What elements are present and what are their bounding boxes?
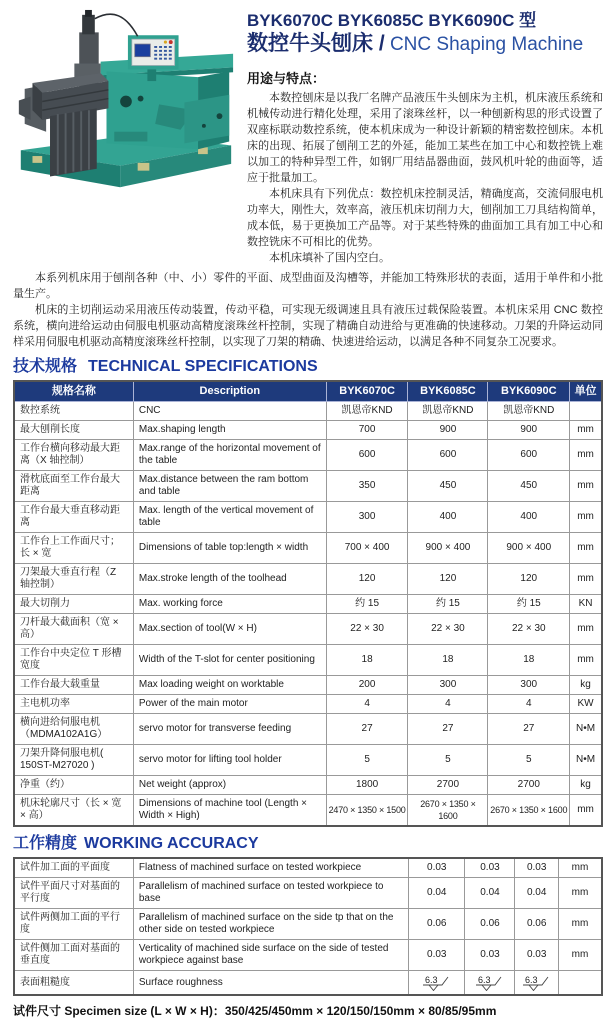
spec-value-cell: 2700 bbox=[488, 776, 570, 795]
features-paragraph-1: 本数控刨床是以我厂名牌产品液压牛头刨床为主机，机床液压系统和机械传动进行精化处理，采用了滚珠丝杆，以一种刨新构思的形式设置了双座标联动数控系统，使本机床成为一种设计新颖的精密数控刨床。本机床的出现、拓展了刨削工艺的外延，能加工某些在加工中心和数控铣上难以加工的特种异型工件，如钢厂用结晶器曲面，鼓风机叶轮的曲面等，适应于批量加工。 bbox=[247, 92, 603, 184]
spec-value-cell bbox=[515, 971, 559, 996]
spec-unit-cell: mm bbox=[570, 471, 602, 502]
spec-unit-cell: mm bbox=[558, 940, 602, 971]
table-row bbox=[14, 645, 602, 676]
spec-value-cell: 2670 × 1350 × 1600 bbox=[408, 795, 488, 827]
spec-description-cell: CNC bbox=[133, 402, 326, 421]
spec-value-cell: 120 bbox=[488, 564, 570, 595]
table-row bbox=[14, 502, 602, 533]
spec-value-cell: 5 bbox=[408, 745, 488, 776]
machine-photo bbox=[13, 6, 237, 198]
spec-value-cell: 600 bbox=[326, 440, 408, 471]
spec-name-cell: 表面粗糙度 bbox=[14, 971, 133, 996]
spec-description-cell: Max. length of the vertical movement of table bbox=[133, 502, 326, 533]
spec-value-cell: 0.03 bbox=[515, 940, 559, 971]
spec-value-cell: 700 bbox=[326, 421, 408, 440]
spec-value-cell: 400 bbox=[488, 502, 570, 533]
spec-value-cell: 27 bbox=[488, 714, 570, 745]
spec-unit-cell: mm bbox=[558, 878, 602, 909]
spec-value-cell: 300 bbox=[408, 676, 488, 695]
svg-text:6.3: 6.3 bbox=[524, 975, 538, 985]
spec-unit-cell: mm bbox=[570, 533, 602, 564]
spec-description-cell: Max.section of tool(W × H) bbox=[133, 614, 326, 645]
spec-value-cell: 2470 × 1350 × 1500 bbox=[326, 795, 408, 827]
spec-description-cell: Dimensions of table top:length × width bbox=[133, 533, 326, 564]
spec-name-cell: 工作台横向移动最大距离（X 轴控制） bbox=[14, 440, 133, 471]
overview-paragraph-1: 本系列机床用于刨削各种（中、小）零件的平面、成型曲面及沟槽等，并能加工特殊形状的表面，适用于单件和小批量生产。 bbox=[13, 272, 603, 300]
spec-name-cell: 工作台上工作面尺寸；长 × 宽 bbox=[14, 533, 133, 564]
spec-value-cell: 1800 bbox=[326, 776, 408, 795]
overview-section bbox=[13, 270, 603, 350]
table-row bbox=[14, 878, 602, 909]
table-row bbox=[14, 971, 602, 996]
spec-unit-cell: KN bbox=[570, 595, 602, 614]
spec-description-cell: Max loading weight on worktable bbox=[133, 676, 326, 695]
spec-value-cell: 凯恩帝KND bbox=[408, 402, 488, 421]
spec-value-cell: 4 bbox=[408, 695, 488, 714]
table-row bbox=[14, 676, 602, 695]
accuracy-heading-cn: 工作精度 bbox=[13, 835, 78, 852]
spec-unit-cell bbox=[570, 402, 602, 421]
spec-value-cell: 2700 bbox=[408, 776, 488, 795]
table-row bbox=[14, 471, 602, 502]
table-row bbox=[14, 695, 602, 714]
spec-value-cell: 0.03 bbox=[409, 858, 465, 878]
accuracy-heading-en: WORKING ACCURACY bbox=[84, 835, 259, 852]
spec-value-cell: 700 × 400 bbox=[326, 533, 408, 564]
spec-value-cell: 120 bbox=[326, 564, 408, 595]
spec-value-cell: 0.06 bbox=[465, 909, 515, 940]
spec-value-cell: 22 × 30 bbox=[408, 614, 488, 645]
col-header-byk6090c: BYK6090C bbox=[488, 381, 570, 402]
spec-name-cell: 工作台中央定位 T 形槽宽度 bbox=[14, 645, 133, 676]
spec-value-cell: 凯恩帝KND bbox=[488, 402, 570, 421]
spec-unit-cell: mm bbox=[570, 614, 602, 645]
accuracy-section-heading bbox=[13, 834, 603, 853]
spec-value-cell: 18 bbox=[326, 645, 408, 676]
table-row bbox=[14, 745, 602, 776]
spec-value-cell: 300 bbox=[488, 676, 570, 695]
product-name bbox=[247, 31, 603, 58]
surface-roughness-symbol bbox=[422, 974, 452, 991]
spec-unit-cell: mm bbox=[570, 421, 602, 440]
spec-unit-cell: mm bbox=[570, 440, 602, 471]
spec-heading-cn: 技术规格 bbox=[13, 358, 78, 375]
spec-value-cell: 200 bbox=[326, 676, 408, 695]
spec-value-cell: 0.04 bbox=[465, 878, 515, 909]
col-header-byk6070c: BYK6070C bbox=[326, 381, 408, 402]
spec-value-cell: 450 bbox=[488, 471, 570, 502]
svg-text:6.3: 6.3 bbox=[424, 975, 438, 985]
table-row bbox=[14, 564, 602, 595]
spec-description-cell: Flatness of machined surface on tested workpiece bbox=[133, 858, 408, 878]
spec-value-cell: 400 bbox=[408, 502, 488, 533]
spec-name-cell: 工作台最大垂直移动距离 bbox=[14, 502, 133, 533]
spec-unit-cell: mm bbox=[570, 795, 602, 827]
spec-value-cell: 18 bbox=[488, 645, 570, 676]
spec-unit-cell: N•M bbox=[570, 714, 602, 745]
spec-name-cell: 工作台最大载重量 bbox=[14, 676, 133, 695]
spec-description-cell: Max.stroke length of the toolhead bbox=[133, 564, 326, 595]
spec-value-cell: 0.03 bbox=[409, 940, 465, 971]
spec-unit-cell: mm bbox=[570, 645, 602, 676]
accuracy-table bbox=[13, 857, 603, 996]
spec-description-cell: Verticality of machined side surface on the side of tested workpiece against base bbox=[133, 940, 408, 971]
product-name-en: CNC Shaping Machine bbox=[384, 34, 584, 55]
spec-name-cell: 刀架最大垂直行程（Z 轴控制） bbox=[14, 564, 133, 595]
spec-description-cell: Dimensions of machine tool (Length × Width × High) bbox=[133, 795, 326, 827]
spec-value-cell: 0.04 bbox=[515, 878, 559, 909]
spec-description-cell: servo motor for lifting tool holder bbox=[133, 745, 326, 776]
spec-name-cell: 最大切削力 bbox=[14, 595, 133, 614]
spec-name-cell: 刀架升降伺服电机( 150ST-M27020 ) bbox=[14, 745, 133, 776]
table-row bbox=[14, 614, 602, 645]
spec-value-cell: 900 bbox=[408, 421, 488, 440]
spec-description-cell: Max.shaping length bbox=[133, 421, 326, 440]
spec-value-cell: 约 15 bbox=[408, 595, 488, 614]
spec-table-header-row bbox=[14, 381, 602, 402]
spec-value-cell: 18 bbox=[408, 645, 488, 676]
spec-value-cell: 350 bbox=[326, 471, 408, 502]
spec-description-cell: Parallelism of machined surface on tested workpiece to base bbox=[133, 878, 408, 909]
spec-name-cell: 滑枕底面至工作台最大距离 bbox=[14, 471, 133, 502]
col-header-byk6085c: BYK6085C bbox=[408, 381, 488, 402]
spec-description-cell: Max. working force bbox=[133, 595, 326, 614]
intro-column bbox=[237, 6, 603, 266]
spec-value-cell bbox=[465, 971, 515, 996]
spec-unit-cell: kg bbox=[570, 676, 602, 695]
spec-value-cell: 约 15 bbox=[488, 595, 570, 614]
spec-name-cell: 试件平面尺寸对基面的平行度 bbox=[14, 878, 133, 909]
spec-name-cell: 主电机功率 bbox=[14, 695, 133, 714]
spec-unit-cell: mm bbox=[570, 564, 602, 595]
spec-name-cell: 机床轮廓尺寸（长 × 宽 × 高） bbox=[14, 795, 133, 827]
spec-heading-en: TECHNICAL SPECIFICATIONS bbox=[88, 358, 318, 375]
spec-value-cell: 600 bbox=[408, 440, 488, 471]
spec-name-cell: 数控系统 bbox=[14, 402, 133, 421]
svg-text:6.3: 6.3 bbox=[477, 975, 491, 985]
spec-value-cell: 凯恩帝KND bbox=[326, 402, 408, 421]
spec-value-cell: 0.03 bbox=[465, 858, 515, 878]
spec-description-cell: Max.distance between the ram bottom and table bbox=[133, 471, 326, 502]
table-row bbox=[14, 909, 602, 940]
spec-value-cell: 4 bbox=[488, 695, 570, 714]
spec-description-cell: Parallelism of machined surface on the side tp that on the other side on tested workpiece bbox=[133, 909, 408, 940]
emergency-button bbox=[169, 40, 173, 44]
spec-value-cell: 0.04 bbox=[409, 878, 465, 909]
hero-section bbox=[13, 6, 603, 266]
table-row bbox=[14, 421, 602, 440]
spec-unit-cell bbox=[558, 971, 602, 996]
spec-value-cell: 900 × 400 bbox=[488, 533, 570, 564]
spec-unit-cell: N•M bbox=[570, 745, 602, 776]
spec-value-cell: 600 bbox=[488, 440, 570, 471]
features-paragraph-2: 本机床具有下列优点：数控机床控制灵活，精确度高，交流伺服电机功率大，刚性大，效率高，液压机床切削力大，刨削加工刀具结构简单，成本低，易于更换加工产品等。对于某些特殊的曲面加工具有加工中心和数控铣床不可相比的优势。 bbox=[247, 188, 603, 248]
spec-value-cell: 27 bbox=[408, 714, 488, 745]
spec-value-cell: 120 bbox=[408, 564, 488, 595]
spec-unit-cell: KW bbox=[570, 695, 602, 714]
table-row bbox=[14, 440, 602, 471]
table-row bbox=[14, 858, 602, 878]
spec-value-cell: 4 bbox=[326, 695, 408, 714]
spec-table bbox=[13, 380, 603, 827]
surface-roughness-symbol bbox=[475, 974, 505, 991]
table-row bbox=[14, 795, 602, 827]
features-heading: 用途与特点： bbox=[247, 71, 326, 86]
spec-name-cell: 试件加工面的平面度 bbox=[14, 858, 133, 878]
spec-name-cell: 刀杆最大截面积（宽 × 高） bbox=[14, 614, 133, 645]
features-paragraph-3: 本机床填补了国内空白。 bbox=[269, 252, 390, 264]
table-row bbox=[14, 595, 602, 614]
col-header-name: 规格名称 bbox=[14, 381, 133, 402]
spec-unit-cell: mm bbox=[558, 858, 602, 878]
spec-name-cell: 试件侧加工面对基面的垂直度 bbox=[14, 940, 133, 971]
spec-name-cell: 横向进给伺服电机（MDMA102A1G） bbox=[14, 714, 133, 745]
cable bbox=[95, 14, 138, 36]
spec-value-cell: 900 × 400 bbox=[408, 533, 488, 564]
panel-screen bbox=[135, 44, 151, 57]
spec-name-cell: 净重（约） bbox=[14, 776, 133, 795]
spec-value-cell bbox=[409, 971, 465, 996]
product-name-cn: 数控牛头刨床 / bbox=[247, 32, 385, 55]
table-row bbox=[14, 940, 602, 971]
machine-photo-illustration bbox=[13, 6, 237, 198]
spec-value-cell: 2670 × 1350 × 1600 bbox=[488, 795, 570, 827]
col-header-unit: 单位 bbox=[570, 381, 602, 402]
spec-unit-cell: mm bbox=[558, 909, 602, 940]
spec-unit-cell: kg bbox=[570, 776, 602, 795]
spec-unit-cell: mm bbox=[570, 502, 602, 533]
spec-description-cell: servo motor for transverse feeding bbox=[133, 714, 326, 745]
spec-value-cell: 450 bbox=[408, 471, 488, 502]
spec-description-cell: Surface roughness bbox=[133, 971, 408, 996]
spec-description-cell: Max.range of the horizontal movement of the table bbox=[133, 440, 326, 471]
spec-value-cell: 约 15 bbox=[326, 595, 408, 614]
spec-description-cell: Net weight (approx) bbox=[133, 776, 326, 795]
spec-name-cell: 试件两侧加工面的平行 度 bbox=[14, 909, 133, 940]
spec-value-cell: 27 bbox=[326, 714, 408, 745]
table-row bbox=[14, 714, 602, 745]
spec-value-cell: 900 bbox=[488, 421, 570, 440]
spec-value-cell: 22 × 30 bbox=[326, 614, 408, 645]
spec-value-cell: 5 bbox=[488, 745, 570, 776]
specimen-size-note: 试件尺寸 Specimen size (L × W × H)：350/425/450mm × 120/150/150mm × 80/85/95mm bbox=[13, 1004, 497, 1018]
spec-value-cell: 0.06 bbox=[515, 909, 559, 940]
spec-value-cell: 0.03 bbox=[465, 940, 515, 971]
page-title bbox=[247, 10, 603, 58]
spec-name-cell: 最大刨削长度 bbox=[14, 421, 133, 440]
spec-value-cell: 5 bbox=[326, 745, 408, 776]
table-row bbox=[14, 533, 602, 564]
spec-description-cell: Power of the main motor bbox=[133, 695, 326, 714]
spec-description-cell: Width of the T-slot for center positioning bbox=[133, 645, 326, 676]
spec-section-heading bbox=[13, 357, 603, 376]
spec-value-cell: 0.03 bbox=[515, 858, 559, 878]
table-row bbox=[14, 402, 602, 421]
spec-value-cell: 300 bbox=[326, 502, 408, 533]
col-header-description: Description bbox=[133, 381, 326, 402]
model-numbers: BYK6070C BYK6085C BYK6090C 型 bbox=[247, 11, 537, 30]
surface-roughness-symbol bbox=[522, 974, 552, 991]
spec-value-cell: 0.06 bbox=[409, 909, 465, 940]
spec-value-cell: 22 × 30 bbox=[488, 614, 570, 645]
overview-paragraph-2: 机床的主切削运动采用液压传动装置，传动平稳，可实现无级调速且具有液压过载保险装置。本机床采用 CNC 数控系统，横向进给运动由伺服电机驱动高精度滚珠丝杆控制，实现了精确自动进给与更准确的快速移动。刀架的升降运动同样采用伺服电机驱动高精度滚珠丝杆控制，以实现了刀架的精确、快速进给运动，以满足各种不同复杂工况要求。 bbox=[13, 304, 603, 348]
table-row bbox=[14, 776, 602, 795]
